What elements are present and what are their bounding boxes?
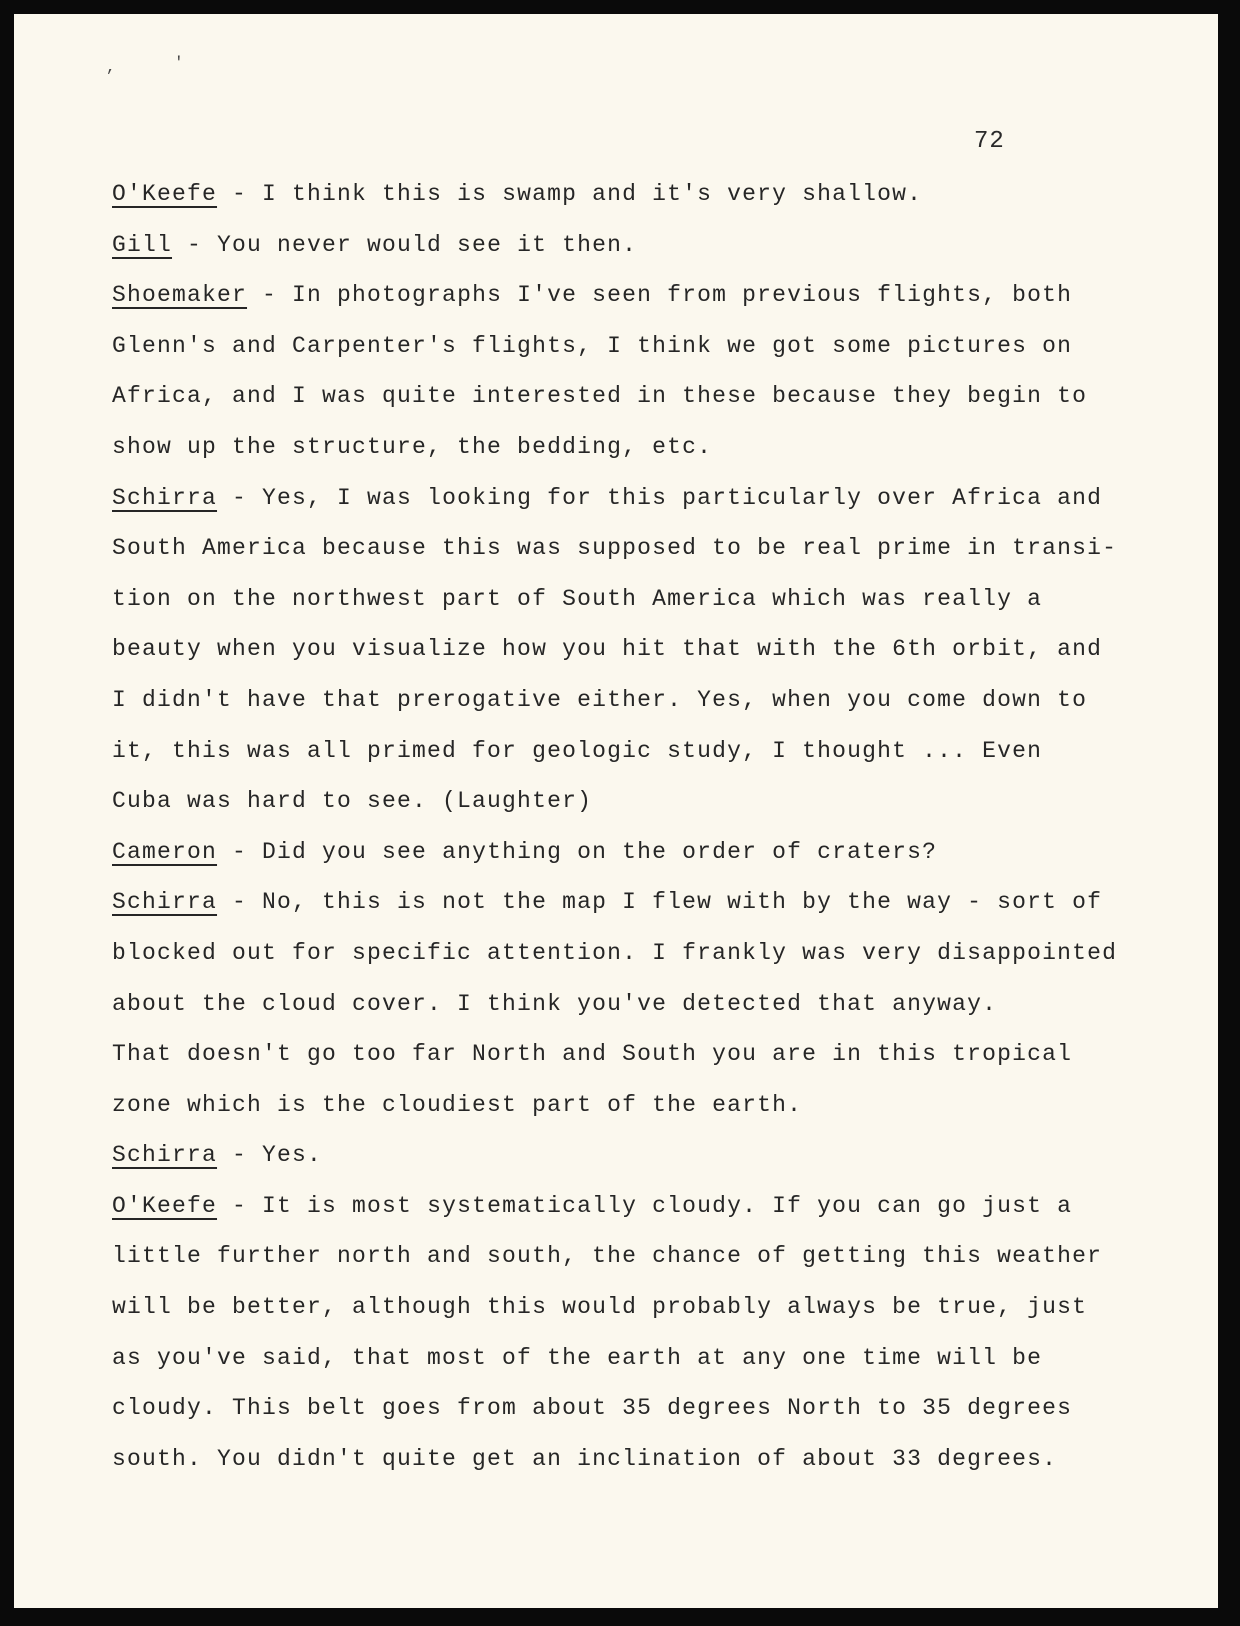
line-text: beauty when you visualize how you hit that with the 6th orbit, and — [112, 636, 1103, 663]
line-text: zone which is the cloudiest part of the earth. — [112, 1091, 803, 1118]
line-text: South America because this was supposed to be real prime in transi- — [112, 535, 1118, 562]
line-text: will be better, although this would probably always be true, just — [112, 1294, 1088, 1321]
transcript-line — [112, 270, 1202, 321]
line-text: show up the structure, the bedding, etc. — [112, 433, 713, 460]
line-text: I didn't have that prerogative either. Yes, when you come down to — [112, 686, 1088, 713]
transcript-line — [112, 1282, 1202, 1333]
transcript-line — [112, 1383, 1202, 1434]
transcript-line — [112, 1029, 1202, 1080]
speaker-name: Schirra — [112, 889, 218, 916]
speaker-name: Schirra — [112, 1142, 218, 1169]
transcript-line — [112, 371, 1202, 422]
transcript-line — [112, 1080, 1202, 1131]
transcript-line — [112, 1333, 1202, 1384]
transcript-line — [112, 1434, 1202, 1485]
line-text: - Yes, I was looking for this particularly over Africa and — [217, 484, 1103, 511]
document-page — [14, 14, 1218, 1608]
line-text: - You never would see it then. — [172, 231, 638, 258]
transcript-line — [112, 675, 1202, 726]
transcript-line — [112, 1130, 1202, 1181]
line-text: - No, this is not the map I flew with by the way - sort of — [217, 889, 1103, 916]
transcript-line — [112, 979, 1202, 1030]
line-text: about the cloud cover. I think you've detected that anyway. — [112, 990, 998, 1017]
speaker-name: Shoemaker — [112, 282, 248, 309]
transcript-line — [112, 928, 1202, 979]
line-text: - I think this is swamp and it's very shallow. — [217, 181, 923, 207]
transcript-line — [112, 321, 1202, 372]
transcript-line — [112, 1231, 1202, 1282]
transcript-line — [112, 422, 1202, 473]
transcript-body — [112, 169, 1202, 1484]
speaker-name: Gill — [112, 231, 173, 258]
speaker-name: Schirra — [112, 484, 218, 511]
line-text: Cuba was hard to see. (Laughter) — [112, 788, 593, 815]
line-text: blocked out for specific attention. I frankly was very disappointed — [112, 939, 1118, 966]
speaker-name: O'Keefe — [112, 181, 218, 207]
line-text: tion on the northwest part of South America which was really a — [112, 585, 1043, 612]
transcript-line — [112, 523, 1202, 574]
transcript-line — [112, 220, 1202, 271]
transcript-line — [112, 624, 1202, 675]
transcript-line — [112, 1181, 1202, 1232]
line-text: - Yes. — [217, 1142, 323, 1169]
stray-mark: ' — [174, 54, 184, 72]
line-text: - Did you see anything on the order of craters? — [217, 838, 938, 865]
transcript-line — [112, 574, 1202, 625]
transcript-line — [112, 169, 1202, 220]
line-text: little further north and south, the chance of getting this weather — [112, 1243, 1103, 1270]
line-text: Africa, and I was quite interested in these because they begin to — [112, 383, 1088, 410]
transcript-line — [112, 827, 1202, 878]
stray-mark: , — [106, 58, 116, 76]
line-text: as you've said, that most of the earth at any one time will be — [112, 1344, 1043, 1371]
speaker-name: Cameron — [112, 838, 218, 865]
line-text: - In photographs I've seen from previous flights, both — [247, 282, 1073, 309]
transcript-line — [112, 877, 1202, 928]
line-text: That doesn't go too far North and South you are in this tropical — [112, 1041, 1073, 1068]
transcript-line — [112, 726, 1202, 777]
line-text: Glenn's and Carpenter's flights, I think we got some pictures on — [112, 332, 1073, 359]
line-text: it, this was all primed for geologic study, I thought ... Even — [112, 737, 1043, 764]
line-text: - It is most systematically cloudy. If you can go just a — [217, 1192, 1073, 1219]
line-text: cloudy. This belt goes from about 35 degrees North to 35 degrees — [112, 1395, 1073, 1422]
transcript-line — [112, 473, 1202, 524]
speaker-name: O'Keefe — [112, 1192, 218, 1219]
transcript-line — [112, 776, 1202, 827]
page-number: 72 — [974, 128, 1005, 155]
line-text: south. You didn't quite get an inclination of about 33 degrees. — [112, 1445, 1058, 1472]
